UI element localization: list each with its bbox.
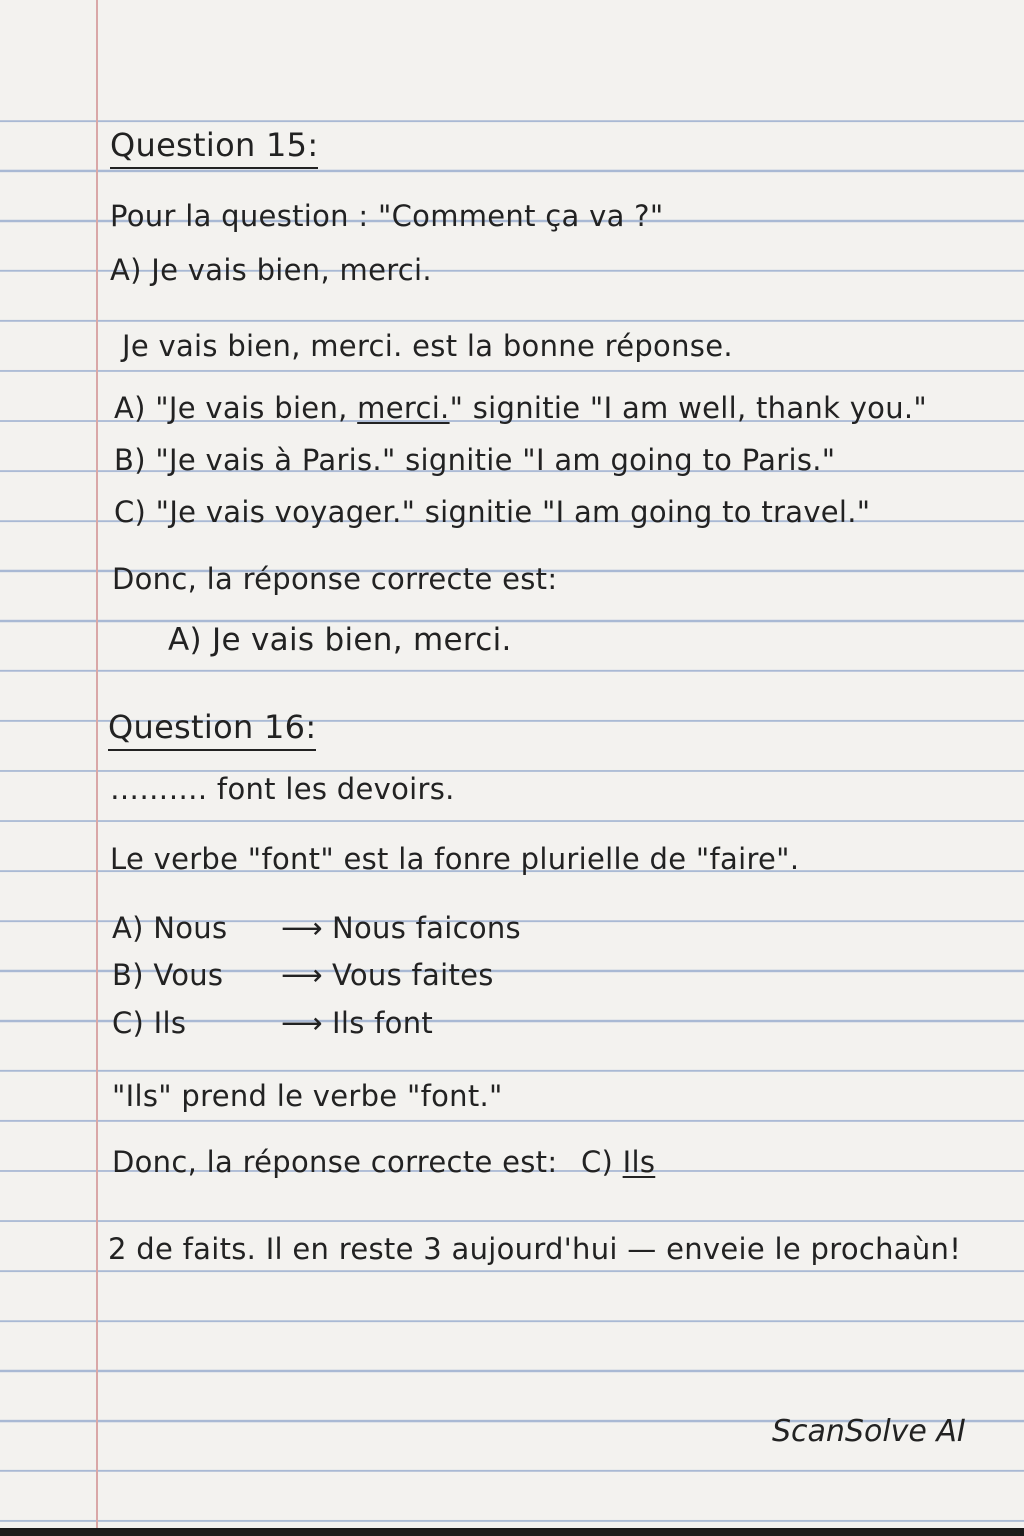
margin-line xyxy=(96,0,98,1528)
question-16-prompt: ………. font les devoirs. xyxy=(110,772,455,806)
option-a-text-start: A) "Je vais bien, xyxy=(114,391,358,425)
question-16-option-b xyxy=(112,958,494,992)
option-c-conjugation: Ils font xyxy=(332,1006,434,1040)
answer-underlined: Ils xyxy=(622,1145,656,1179)
question-15-title: Question 15: xyxy=(110,126,318,169)
option-a-pronoun: A) Nous xyxy=(112,911,228,945)
conclusion-text: Donc, la réponse correcte est: xyxy=(112,1145,558,1179)
question-15-option-b: B) "Je vais à Paris." signitie "I am going to Paris." xyxy=(114,443,836,477)
question-15-given-answer: A) Je vais bien, merci. xyxy=(110,253,432,287)
question-16-conclusion xyxy=(112,1145,655,1179)
question-16-title: Question 16: xyxy=(108,708,316,751)
answer-prefix: C) xyxy=(580,1145,623,1179)
question-16-option-a xyxy=(112,911,521,945)
question-15-option-a xyxy=(114,391,927,425)
arrow-icon: ⟶ xyxy=(281,1006,323,1040)
option-b-pronoun: B) Vous xyxy=(112,958,224,992)
question-16-statement: Le verbe "font" est la fonre plurielle de "faire". xyxy=(110,842,800,876)
arrow-icon: ⟶ xyxy=(281,911,323,945)
option-a-text-end: " signitie "I am well, thank you." xyxy=(449,391,928,425)
option-b-conjugation: Vous faites xyxy=(332,958,494,992)
question-15-statement: Je vais bien, merci. est la bonne réponse. xyxy=(122,329,733,363)
option-c-pronoun: C) Ils xyxy=(112,1006,187,1040)
question-15-conclusion: Donc, la réponse correcte est: xyxy=(112,562,558,596)
question-16-option-c xyxy=(112,1006,433,1040)
option-a-conjugation: Nous faicons xyxy=(332,911,521,945)
question-15-prompt: Pour la question : "Comment ça va ?" xyxy=(110,199,664,233)
question-15-final-answer: A) Je vais bien, merci. xyxy=(168,622,512,658)
arrow-icon: ⟶ xyxy=(281,958,323,992)
option-a-underlined-word: merci. xyxy=(357,391,450,425)
progress-message: 2 de faits. Il en reste 3 aujourd'hui — enveie le prochaùn! xyxy=(108,1232,962,1266)
question-16-note: "Ils" prend le verbe "font." xyxy=(112,1079,503,1113)
brand-signature: ScanSolve AI xyxy=(772,1414,966,1449)
question-15-option-c: C) "Je vais voyager." signitie "I am going to travel." xyxy=(114,495,871,529)
